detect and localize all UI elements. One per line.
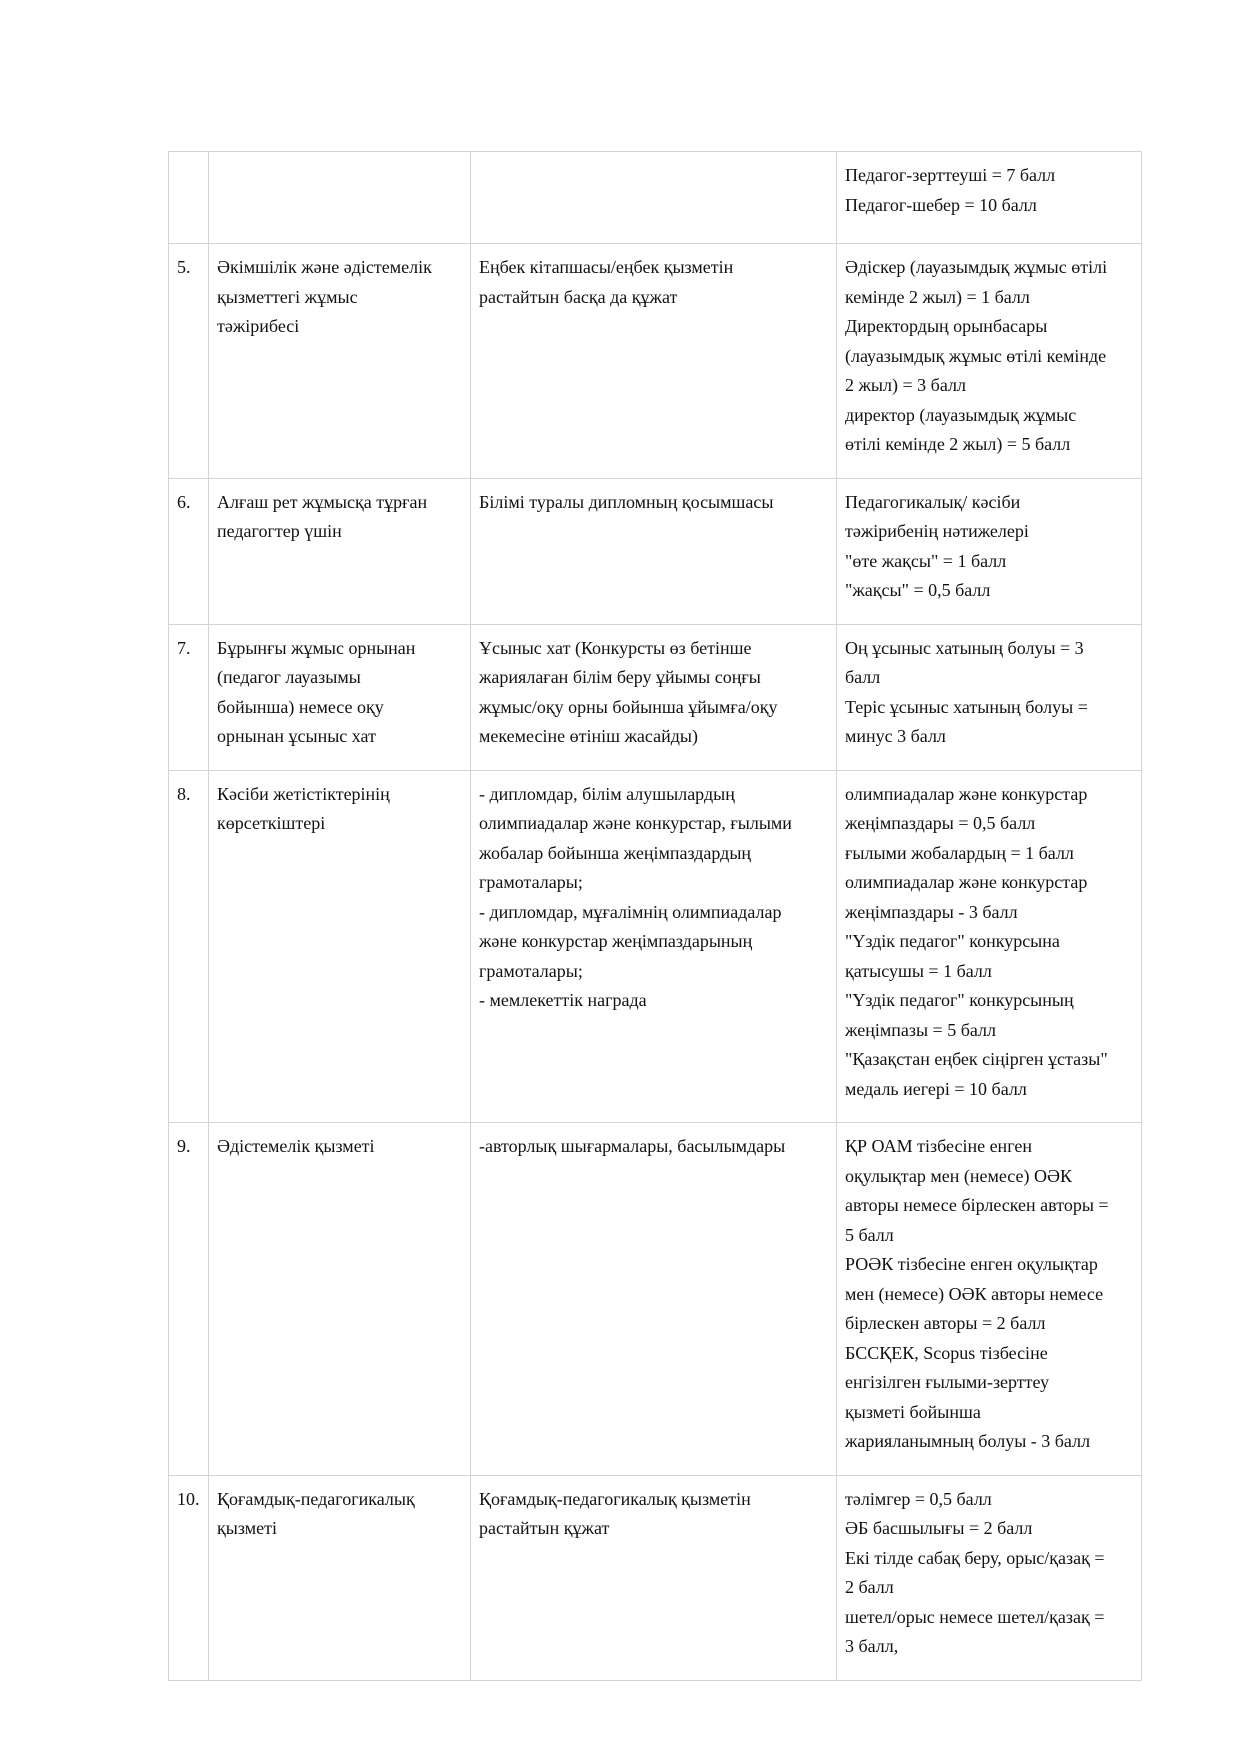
score-line: оқулықтар мен (немесе) ОӘК bbox=[845, 1165, 1073, 1186]
criterion-name-line: қызметтегі жұмыс bbox=[217, 286, 358, 307]
score-line: минус 3 балл bbox=[845, 726, 946, 746]
score-line: ӘБ басшылығы = 2 балл bbox=[845, 1518, 1033, 1538]
criterion-name-line: педагогтер үшін bbox=[217, 521, 342, 541]
score-line: мен (немесе) ОӘК авторы немесе bbox=[845, 1283, 1104, 1304]
criterion-name-line: көрсеткіштері bbox=[217, 813, 326, 833]
score-line: тәлімгер = 0,5 балл bbox=[845, 1488, 992, 1509]
criteria-table bbox=[168, 151, 1142, 1681]
score-line: ҚР ОАМ тізбесіне енген bbox=[845, 1136, 1032, 1156]
table-row bbox=[169, 770, 1142, 1123]
supporting-document-cell bbox=[471, 152, 837, 244]
document-line: Қоғамдық-педагогикалық қызметін bbox=[479, 1488, 751, 1509]
score-line: жеңімпаздары - 3 балл bbox=[845, 901, 1018, 922]
score-line: Педагогикалық/ кәсіби bbox=[845, 491, 1021, 512]
score-cell bbox=[837, 770, 1142, 1123]
criterion-name-line: Қоғамдық-педагогикалық bbox=[217, 1488, 415, 1509]
criteria-table-body bbox=[169, 152, 1142, 1681]
document-line: жұмыс/оқу орны бойынша ұйымға/оқу bbox=[479, 696, 778, 717]
score-line: "өте жақсы" = 1 балл bbox=[845, 550, 1007, 571]
row-number-cell: 10. bbox=[169, 1475, 209, 1680]
score-line: (лауазымдық жұмыс өтілі кемінде bbox=[845, 345, 1107, 366]
document-line: Ұсыныс хат (Конкурсты өз бетінше bbox=[479, 637, 752, 658]
score-line: жеңімпаздары = 0,5 балл bbox=[845, 813, 1036, 833]
table-row bbox=[169, 624, 1142, 770]
score-line: Екі тілде сабақ беру, орыс/қазақ = bbox=[845, 1547, 1105, 1568]
table-row bbox=[169, 1475, 1142, 1680]
document-line: жобалар бойынша жеңімпаздардың bbox=[479, 842, 752, 863]
score-line: "жақсы" = 0,5 балл bbox=[845, 580, 991, 600]
criterion-name-cell bbox=[209, 1123, 471, 1476]
criterion-name-cell bbox=[209, 1475, 471, 1680]
supporting-document-cell bbox=[471, 1123, 837, 1476]
criterion-name-line: Кәсіби жетістіктерінің bbox=[217, 783, 390, 804]
criterion-name-cell bbox=[209, 152, 471, 244]
document-line: растайтын құжат bbox=[479, 1518, 610, 1538]
score-line: енгізілген ғылыми-зерттеу bbox=[845, 1372, 1050, 1392]
table-row bbox=[169, 478, 1142, 624]
score-line: шетел/орыс немесе шетел/қазақ = bbox=[845, 1606, 1105, 1627]
criterion-name-line: Бұрынғы жұмыс орнынан bbox=[217, 637, 416, 658]
criterion-name-line: қызметі bbox=[217, 1518, 277, 1538]
supporting-document-cell bbox=[471, 1475, 837, 1680]
score-line: жарияланымның болуы - 3 балл bbox=[845, 1431, 1091, 1451]
score-line: Әдіскер (лауазымдық жұмыс өтілі bbox=[845, 257, 1108, 277]
score-cell bbox=[837, 244, 1142, 479]
score-line: Педагог-зерттеуші = 7 балл bbox=[845, 165, 1056, 185]
document-line: - мемлекеттік награда bbox=[479, 990, 647, 1010]
document-line: - дипломдар, білім алушылардың bbox=[479, 783, 735, 804]
score-line: медаль иегері = 10 балл bbox=[845, 1078, 1027, 1099]
table-row bbox=[169, 244, 1142, 479]
score-line: балл bbox=[845, 667, 881, 687]
row-number-cell: 8. bbox=[169, 770, 209, 1123]
document-line: растайтын басқа да құжат bbox=[479, 286, 678, 307]
supporting-document-cell bbox=[471, 770, 837, 1123]
score-line: Теріс ұсыныс хатының болуы = bbox=[845, 696, 1088, 717]
score-cell bbox=[837, 1475, 1142, 1680]
score-line: 3 балл, bbox=[845, 1636, 899, 1656]
supporting-document-cell bbox=[471, 244, 837, 479]
score-line: Оң ұсыныс хатының болуы = 3 bbox=[845, 637, 1084, 658]
row-number-cell bbox=[169, 152, 209, 244]
row-number-cell: 6. bbox=[169, 478, 209, 624]
score-line: олимпиадалар және конкурстар bbox=[845, 783, 1088, 804]
supporting-document-cell bbox=[471, 478, 837, 624]
score-line: 2 балл bbox=[845, 1577, 894, 1597]
score-line: өтілі кемінде 2 жыл) = 5 балл bbox=[845, 434, 1071, 454]
criterion-name-line: (педагог лауазымы bbox=[217, 667, 361, 687]
document-line: -авторлық шығармалары, басылымдары bbox=[479, 1136, 786, 1156]
criterion-name-cell bbox=[209, 624, 471, 770]
score-cell bbox=[837, 624, 1142, 770]
criterion-name-line: бойынша) немесе оқу bbox=[217, 696, 384, 717]
score-line: қызметі бойынша bbox=[845, 1401, 981, 1422]
document-line: грамоталары; bbox=[479, 960, 583, 981]
document-line: жариялаған білім беру ұйымы соңғы bbox=[479, 667, 761, 687]
score-line: қатысушы = 1 балл bbox=[845, 960, 992, 981]
table-row bbox=[169, 152, 1142, 244]
table-row bbox=[169, 1123, 1142, 1476]
row-number-cell: 7. bbox=[169, 624, 209, 770]
criterion-name-line: Әкімшілік және әдістемелік bbox=[217, 257, 432, 277]
criterion-name-line: тәжірибесі bbox=[217, 316, 300, 336]
score-line: РОӘК тізбесіне енген оқулықтар bbox=[845, 1254, 1098, 1274]
score-line: жеңімпазы = 5 балл bbox=[845, 1019, 996, 1040]
score-line: Педагог-шебер = 10 балл bbox=[845, 194, 1037, 215]
score-line: олимпиадалар және конкурстар bbox=[845, 872, 1088, 892]
document-line: олимпиадалар және конкурстар, ғылыми bbox=[479, 813, 792, 833]
row-number-cell: 9. bbox=[169, 1123, 209, 1476]
document-line: Еңбек кітапшасы/еңбек қызметін bbox=[479, 257, 734, 277]
score-line: БССҚЕК, Scopus тізбесіне bbox=[845, 1342, 1048, 1363]
score-line: "Қазақстан еңбек сіңірген ұстазы" bbox=[845, 1049, 1108, 1069]
document-line: мекемесіне өтініш жасайды) bbox=[479, 726, 698, 746]
score-line: тәжірибенің нәтижелері bbox=[845, 521, 1029, 541]
criterion-name-line: Әдістемелік қызметі bbox=[217, 1136, 375, 1156]
score-line: бірлескен авторы = 2 балл bbox=[845, 1313, 1046, 1333]
row-number-cell: 5. bbox=[169, 244, 209, 479]
score-line: кемінде 2 жыл) = 1 балл bbox=[845, 286, 1030, 307]
score-cell bbox=[837, 152, 1142, 244]
criterion-name-cell bbox=[209, 244, 471, 479]
document-line: Білімі туралы дипломның қосымшасы bbox=[479, 491, 774, 512]
supporting-document-cell bbox=[471, 624, 837, 770]
criterion-name-cell bbox=[209, 770, 471, 1123]
score-line: директор (лауазымдық жұмыс bbox=[845, 404, 1077, 425]
score-line: "Үздік педагог" конкурсының bbox=[845, 990, 1074, 1010]
score-line: ғылыми жобалардың = 1 балл bbox=[845, 842, 1074, 863]
criterion-name-line: орнынан ұсыныс хат bbox=[217, 726, 376, 746]
score-line: "Үздік педагог" конкурсына bbox=[845, 931, 1060, 951]
score-cell bbox=[837, 1123, 1142, 1476]
score-line: Директордың орынбасары bbox=[845, 316, 1048, 336]
document-line: және конкурстар жеңімпаздарының bbox=[479, 931, 753, 951]
criterion-name-cell bbox=[209, 478, 471, 624]
score-line: авторы немесе бірлескен авторы = bbox=[845, 1195, 1109, 1215]
document-line: - дипломдар, мұғалімнің олимпиадалар bbox=[479, 901, 782, 922]
criterion-name-line: Алғаш рет жұмысқа тұрған bbox=[217, 491, 428, 512]
document-line: грамоталары; bbox=[479, 872, 583, 892]
score-line: 2 жыл) = 3 балл bbox=[845, 375, 966, 395]
score-cell bbox=[837, 478, 1142, 624]
score-line: 5 балл bbox=[845, 1224, 894, 1245]
